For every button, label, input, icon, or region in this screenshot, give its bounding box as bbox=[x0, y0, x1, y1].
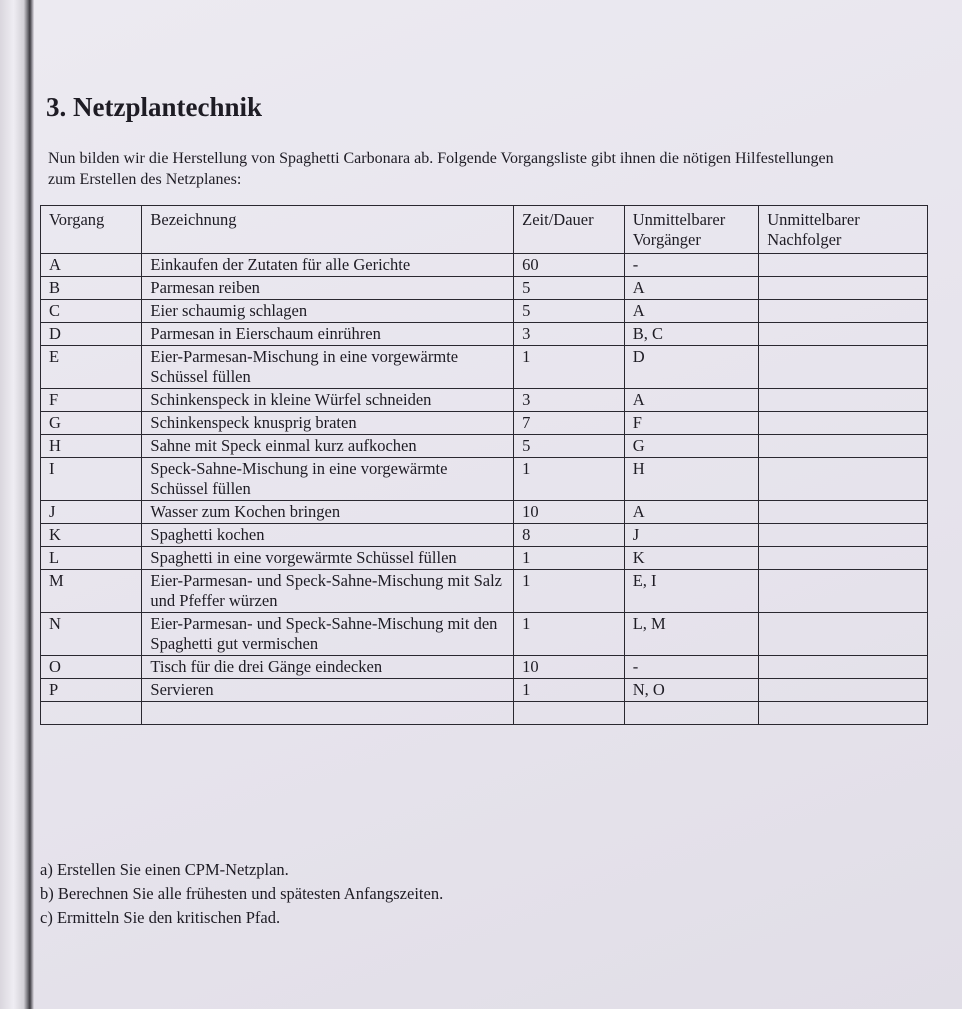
process-table bbox=[40, 205, 928, 725]
nachfolger-cell bbox=[759, 501, 928, 524]
header-nachfolger: Unmittelbarer Nachfolger bbox=[759, 206, 928, 254]
bezeichnung-cell: Eier schaumig schlagen bbox=[142, 300, 514, 323]
nachfolger-cell bbox=[759, 412, 928, 435]
zeit-cell bbox=[514, 702, 625, 725]
table-row bbox=[41, 524, 928, 547]
table-row bbox=[41, 458, 928, 501]
zeit-cell: 5 bbox=[514, 300, 625, 323]
vorgang-cell: B bbox=[41, 277, 142, 300]
table-row bbox=[41, 300, 928, 323]
zeit-cell: 5 bbox=[514, 277, 625, 300]
nachfolger-cell bbox=[759, 277, 928, 300]
table-row bbox=[41, 679, 928, 702]
vorgang-cell: I bbox=[41, 458, 142, 501]
bezeichnung-cell: Schinkenspeck in kleine Würfel schneiden bbox=[142, 389, 514, 412]
vorgang-cell: L bbox=[41, 547, 142, 570]
table-row bbox=[41, 254, 928, 277]
bezeichnung-cell: Parmesan in Eierschaum einrühren bbox=[142, 323, 514, 346]
table-row bbox=[41, 656, 928, 679]
task-item: c) Ermitteln Sie den kritischen Pfad. bbox=[40, 908, 281, 927]
bezeichnung-cell: Spaghetti kochen bbox=[142, 524, 514, 547]
nachfolger-cell bbox=[759, 547, 928, 570]
bezeichnung-cell: Schinkenspeck knusprig braten bbox=[142, 412, 514, 435]
nachfolger-cell bbox=[759, 570, 928, 613]
zeit-cell: 1 bbox=[514, 679, 625, 702]
zeit-cell: 5 bbox=[514, 435, 625, 458]
vorgaenger-cell: H bbox=[624, 458, 758, 501]
bezeichnung-cell bbox=[142, 702, 514, 725]
table-row bbox=[41, 323, 928, 346]
bezeichnung-cell: Servieren bbox=[142, 679, 514, 702]
nachfolger-cell bbox=[759, 524, 928, 547]
bezeichnung-cell: Tisch für die drei Gänge eindecken bbox=[142, 656, 514, 679]
task-list bbox=[40, 858, 443, 930]
vorgaenger-cell: A bbox=[624, 300, 758, 323]
zeit-cell: 60 bbox=[514, 254, 625, 277]
bezeichnung-cell: Speck-Sahne-Mischung in eine vorgewärmte Schüssel füllen bbox=[142, 458, 514, 501]
vorgang-cell bbox=[41, 702, 142, 725]
nachfolger-cell bbox=[759, 389, 928, 412]
nachfolger-cell bbox=[759, 679, 928, 702]
nachfolger-cell bbox=[759, 613, 928, 656]
table-row bbox=[41, 547, 928, 570]
bezeichnung-cell: Parmesan reiben bbox=[142, 277, 514, 300]
bezeichnung-cell: Sahne mit Speck einmal kurz aufkochen bbox=[142, 435, 514, 458]
vorgaenger-cell: E, I bbox=[624, 570, 758, 613]
header-vorgaenger: Unmittelbarer Vorgänger bbox=[624, 206, 758, 254]
section-title: 3. Netzplantechnik bbox=[46, 92, 262, 122]
header-bezeichnung: Bezeichnung bbox=[142, 206, 514, 254]
nachfolger-cell bbox=[759, 346, 928, 389]
vorgang-cell: C bbox=[41, 300, 142, 323]
zeit-cell: 10 bbox=[514, 501, 625, 524]
zeit-cell: 1 bbox=[514, 346, 625, 389]
document-page bbox=[34, 0, 962, 1009]
table-row bbox=[41, 613, 928, 656]
table-row bbox=[41, 702, 928, 725]
bezeichnung-cell: Einkaufen der Zutaten für alle Gerichte bbox=[142, 254, 514, 277]
vorgaenger-cell: - bbox=[624, 656, 758, 679]
header-vorgang: Vorgang bbox=[41, 206, 142, 254]
bezeichnung-cell: Eier-Parmesan- und Speck-Sahne-Mischung mit Salz und Pfeffer würzen bbox=[142, 570, 514, 613]
task-item: a) Erstellen Sie einen CPM-Netzplan. bbox=[40, 860, 289, 879]
bezeichnung-cell: Spaghetti in eine vorgewärmte Schüssel füllen bbox=[142, 547, 514, 570]
nachfolger-cell bbox=[759, 300, 928, 323]
nachfolger-cell bbox=[759, 254, 928, 277]
zeit-cell: 3 bbox=[514, 389, 625, 412]
zeit-cell: 1 bbox=[514, 458, 625, 501]
zeit-cell: 3 bbox=[514, 323, 625, 346]
task-item: b) Berechnen Sie alle frühesten und spätesten Anfangszeiten. bbox=[40, 884, 444, 903]
vorgang-cell: P bbox=[41, 679, 142, 702]
vorgang-cell: E bbox=[41, 346, 142, 389]
header-zeit: Zeit/Dauer bbox=[514, 206, 625, 254]
vorgang-cell: D bbox=[41, 323, 142, 346]
vorgaenger-cell: L, M bbox=[624, 613, 758, 656]
vorgaenger-cell: A bbox=[624, 277, 758, 300]
vorgang-cell: G bbox=[41, 412, 142, 435]
vorgang-cell: H bbox=[41, 435, 142, 458]
vorgaenger-cell: B, C bbox=[624, 323, 758, 346]
zeit-cell: 10 bbox=[514, 656, 625, 679]
nachfolger-cell bbox=[759, 702, 928, 725]
nachfolger-cell bbox=[759, 323, 928, 346]
vorgang-cell: K bbox=[41, 524, 142, 547]
bezeichnung-cell: Eier-Parmesan- und Speck-Sahne-Mischung mit den Spaghetti gut vermischen bbox=[142, 613, 514, 656]
vorgaenger-cell: - bbox=[624, 254, 758, 277]
zeit-cell: 7 bbox=[514, 412, 625, 435]
intro-paragraph: Nun bilden wir die Herstellung von Spaghetti Carbonara ab. Folgende Vorgangsliste gibt ihnen die nötigen Hilfestellungen zum Erstellen des Netzplanes: bbox=[48, 150, 834, 188]
bezeichnung-cell: Eier-Parmesan-Mischung in eine vorgewärmte Schüssel füllen bbox=[142, 346, 514, 389]
table-body bbox=[41, 254, 928, 725]
zeit-cell: 1 bbox=[514, 547, 625, 570]
vorgang-cell: F bbox=[41, 389, 142, 412]
vorgaenger-cell: A bbox=[624, 501, 758, 524]
book-spine-edge bbox=[0, 0, 34, 1009]
vorgaenger-cell: N, O bbox=[624, 679, 758, 702]
table-row bbox=[41, 346, 928, 389]
vorgaenger-cell: G bbox=[624, 435, 758, 458]
vorgang-cell: J bbox=[41, 501, 142, 524]
nachfolger-cell bbox=[759, 458, 928, 501]
vorgaenger-cell: J bbox=[624, 524, 758, 547]
nachfolger-cell bbox=[759, 435, 928, 458]
nachfolger-cell bbox=[759, 656, 928, 679]
vorgang-cell: N bbox=[41, 613, 142, 656]
vorgaenger-cell: A bbox=[624, 389, 758, 412]
vorgang-cell: M bbox=[41, 570, 142, 613]
table-header-row bbox=[41, 206, 928, 254]
vorgaenger-cell: D bbox=[624, 346, 758, 389]
table-row bbox=[41, 389, 928, 412]
zeit-cell: 1 bbox=[514, 613, 625, 656]
zeit-cell: 8 bbox=[514, 524, 625, 547]
table-row bbox=[41, 570, 928, 613]
table-row bbox=[41, 277, 928, 300]
vorgaenger-cell bbox=[624, 702, 758, 725]
vorgang-cell: A bbox=[41, 254, 142, 277]
table-row bbox=[41, 412, 928, 435]
vorgaenger-cell: F bbox=[624, 412, 758, 435]
vorgaenger-cell: K bbox=[624, 547, 758, 570]
table-row bbox=[41, 435, 928, 458]
zeit-cell: 1 bbox=[514, 570, 625, 613]
vorgang-cell: O bbox=[41, 656, 142, 679]
bezeichnung-cell: Wasser zum Kochen bringen bbox=[142, 501, 514, 524]
table-row bbox=[41, 501, 928, 524]
